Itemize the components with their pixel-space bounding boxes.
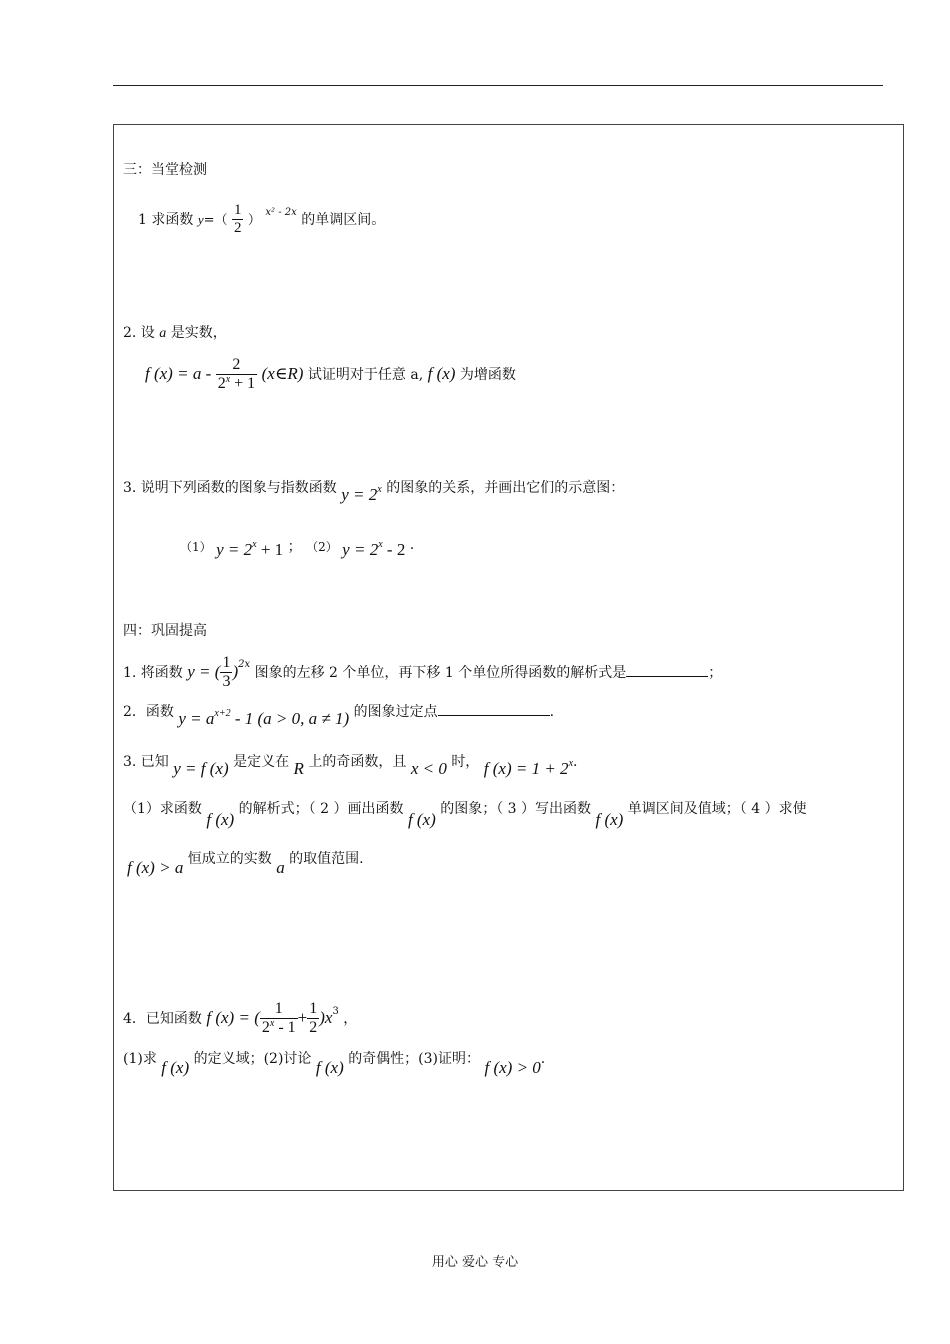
page-footer: 用心 爱心 专心 (431, 1255, 519, 1270)
answer-blank[interactable] (438, 715, 550, 716)
fraction: $\frac{2}{2^x + 1}$ (217, 356, 256, 393)
s3-q1: 1 求函数 y=（ $\frac{1}{2}$ ） $^{x^2 - 2x}$ 的单调区间。 (138, 202, 386, 237)
section3-title: 三：当堂检测 (123, 162, 207, 178)
header-rule (113, 85, 883, 86)
fraction: $\frac{1}{2^x - 1}$ (261, 1000, 296, 1037)
s4-q3-line1: 3. 已知 y = f (x) 是定义在 R 上的奇函数，且 x < 0 时， f $(x) = 1 + 2^x$. (123, 754, 578, 778)
fraction: $\frac{1}{2}$ (309, 1000, 318, 1037)
s4-q3-line3: f (x) > a 恒成立的实数 a 的取值范围. (127, 851, 364, 877)
s3-q3: 3. 说明下列函数的图象与指数函数 $y = 2^x$ 的图象的关系，并画出它们的示意图： (123, 480, 625, 504)
s4-q2: 2．函数 $y = a^{x+2} - 1$ (a > 0, a ≠ 1) 的图象过定点 . (123, 704, 555, 728)
s4-q3-line2: （1）求函数 f (x) 的解析式；（ 2 ）画出函数 f (x) 的图象；（ 3 ）写出函数 f (x) 单调区间及值域；（ 4 ）求使 (123, 801, 807, 829)
s3-q2-intro: 2. 设 a 是实数， (123, 325, 227, 341)
s4-q4-line1: 4．已知函数 f (x) = ( $\frac{1}{2^x - 1}$ + $\frac{1}{2}$ )$x^3$ ， (123, 1000, 358, 1037)
fraction: $\frac{1}{3}$ (222, 654, 231, 691)
section4-title: 四：巩固提高 (123, 623, 207, 639)
answer-blank[interactable] (626, 676, 708, 677)
s3-q2-formula: f (x) = a - $\frac{2}{2^x + 1}$ (x∈R) 试证明对于任意 a, f (x) 为增函数 (145, 356, 516, 393)
s4-q4-line2: (1)求 f (x) 的定义域；(2)讨论 f (x) 的奇偶性；(3)证明： f (x) > 0. (123, 1051, 546, 1077)
s3-q3-parts: （1） $y = 2^x + 1$ ； （2） $y = 2^x - 2$ . (180, 537, 415, 559)
fraction: $\frac{1}{2}$ (233, 202, 242, 237)
s4-q1: 1. 将函数 y = ( $\frac{1}{3}$ )$^{2x}$ 图象的左移 2 个单位，再下移 1 个单位所得函数的解析式是 ； (123, 654, 723, 691)
